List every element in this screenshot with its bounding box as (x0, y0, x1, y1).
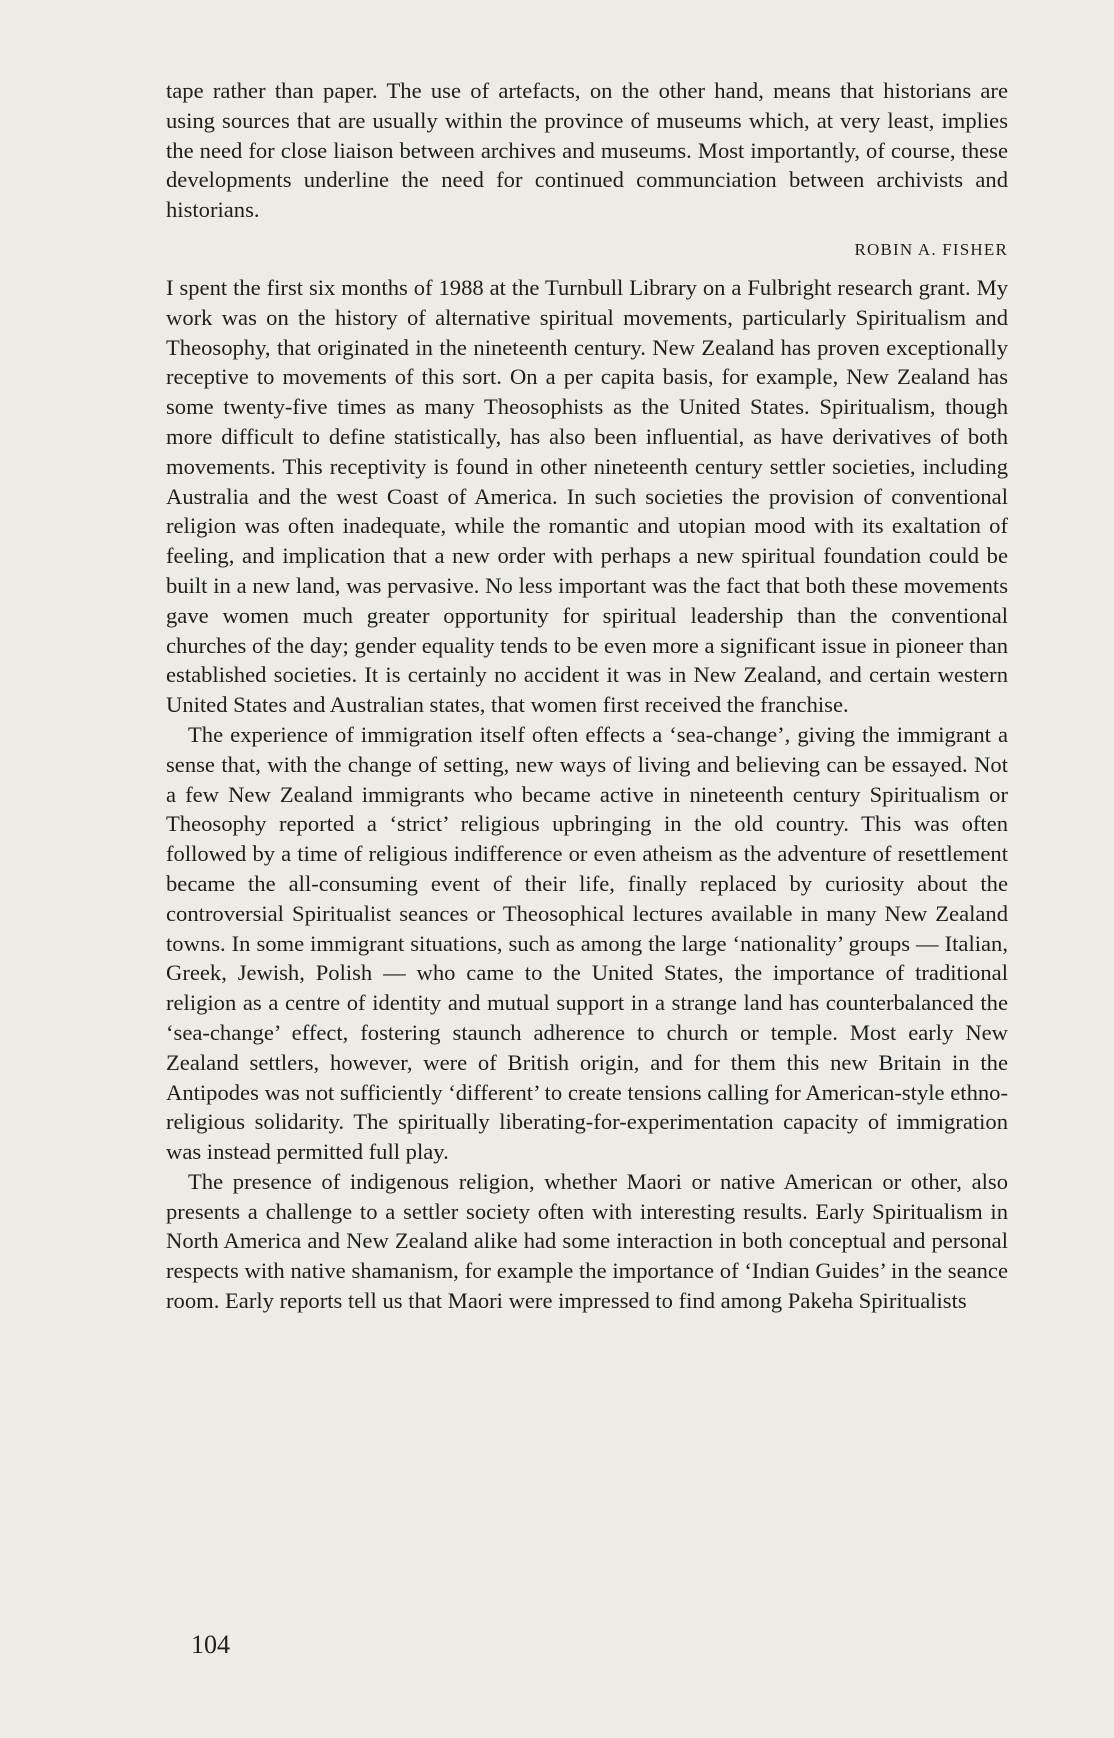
author-signature: ROBIN A. FISHER (854, 239, 1008, 259)
page-number: 104 (191, 1630, 230, 1659)
paragraph-immigration-sea-change: The experience of immigration itself often effects a ‘sea-change’, giving the immigrant a sense that, with the change of setting, new ways of living and believing can be essayed. Not a few New Zealand immigrants who became active in nineteenth century Spiritualism or Theosophy reported a ‘strict’ religious upbringing in the old country. This was often followed by a time of religious indifference or even atheism as the adventure of resettlement became the all-consuming event of their life, finally replaced by curiosity about the controversial Spiritualist seances or Theosophical lectures available in many New Zealand towns. In some immigrant situations, such as among the large ‘nationality’ groups — Italian, Greek, Jewish, Polish — who came to the United States, the importance of traditional religion as a centre of identity and mutual support in a strange land has counterbalanced the ‘sea-change’ effect, fostering staunch adherence to church or temple. Most early New Zealand settlers, however, were of British origin, and for them this new Britain in the Antipodes was not sufficiently ‘different’ to create tensions calling for American-style ethno-religious solidarity. The spiritually liberating-for-experimentation capacity of immigration was instead permitted full play. (166, 721, 1008, 1165)
paragraph-archives-conclusion: tape rather than paper. The use of artefacts, on the other hand, means that historians are using sources that are usually within the province of museums which, at very least, implies the need for close liaison between archives and museums. Most importantly, of course, these developments underline the need for continued communciation between archivists and historians. (166, 78, 1008, 223)
page-text-block (166, 76, 1008, 1316)
paragraph-indigenous-religion: The presence of indigenous religion, whether Maori or native American or other, also presents a challenge to a settler society often with interesting results. Early Spiritualism in North America and New Zealand alike had some interaction in both conceptual and personal respects with native shamanism, for example the importance of ‘Indian Guides’ in the seance room. Early reports tell us that Maori were impressed to find among Pakeha Spiritualists (166, 1168, 1008, 1314)
paragraph-fulbright-research: I spent the first six months of 1988 at the Turnbull Library on a Fulbright research grant. My work was on the history of alternative spiritual movements, particularly Spiritualism and Theosophy, that originated in the nineteenth century. New Zealand has proven exceptionally receptive to movements of this sort. On a per capita basis, for example, New Zealand has some twenty-five times as many Theosophists as the United States. Spiritualism, though more difficult to define statistically, has also been influential, as have derivatives of both movements. This receptivity is found in other nineteenth century settler societies, including Australia and the west Coast of America. In such societies the provision of conventional religion was often inadequate, while the romantic and utopian mood with its exaltation of feeling, and implication that a new order with perhaps a new spiritual foundation could be built in a new land, was pervasive. No less important was the fact that both these movements gave women much greater opportunity for spiritual leadership than the conventional churches of the day; gender equality tends to be even more a significant issue in pioneer than established societies. It is certainly no accident it was in New Zealand, and certain western United States and Australian states, that women first received the franchise. (166, 274, 1008, 718)
